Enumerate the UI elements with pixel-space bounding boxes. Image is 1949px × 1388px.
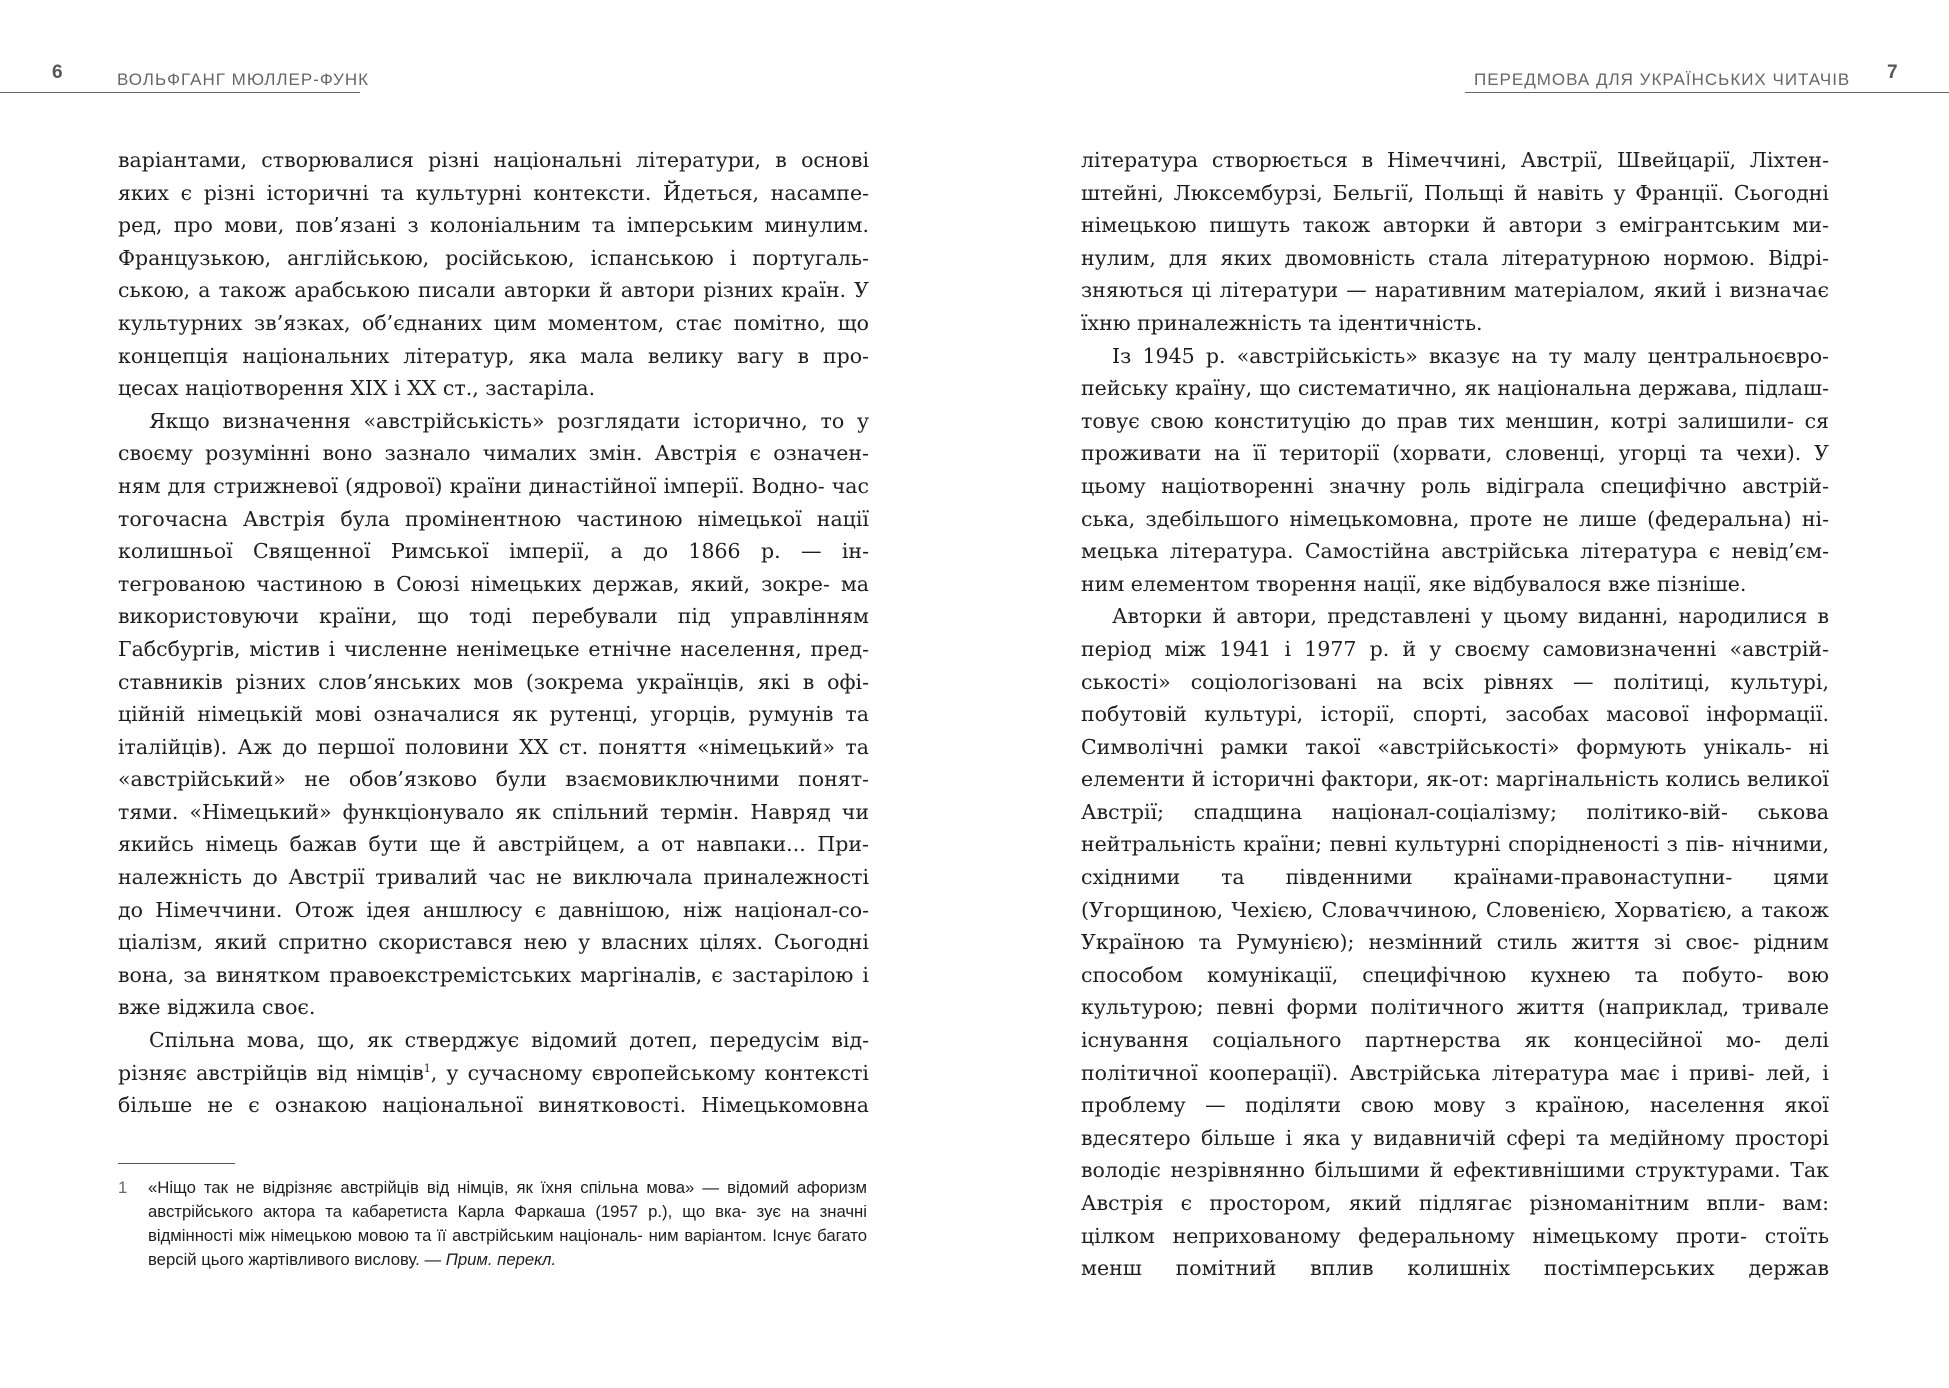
header-rule-right: [1465, 92, 1949, 93]
text-line: ськова нейтральність країни; певні культурні спорідненості з пів-: [1081, 799, 1829, 857]
text-line: вою культурою; певні форми політичного життя (наприклад,: [1081, 962, 1829, 1020]
footnote-number: 1: [118, 1178, 128, 1197]
text-line: Так Австрія є простором, який підлягає різноманітним впли-: [1081, 1158, 1829, 1215]
text-line: цесах націотворення XIX і XX ст., застаріла.: [118, 376, 596, 401]
text-line: належність до Австрії тривалий час не виключала приналежності: [118, 865, 869, 890]
text-line: У культурних зв’язках, об’єднаних цим моментом, стає помітно,: [118, 278, 869, 335]
text-line: тями. «Німецький» функціонувало як спільний термін. Навряд чи: [118, 799, 869, 824]
header-rule-left: [0, 92, 360, 93]
text-line: якийсь німець бажав бути ще й австрійцем, а от навпаки... При-: [118, 832, 869, 857]
footnote-text: [148, 1176, 867, 1272]
text-line: ням для стрижневої (ядрової) країни династійної імперії. Водно-: [118, 473, 825, 498]
text-line: їхню приналежність та ідентичність.: [1081, 310, 1483, 335]
text-line: вдесятеро більше і яка у видавничій сфері та медійному просторі: [1081, 1125, 1829, 1150]
text-line: Символічні рамки такої «австрійськості» формують унікаль-: [1081, 734, 1792, 759]
text-line: «австрійський» не обов’язково були взаємовиключними понят-: [118, 767, 869, 792]
text-line: ськості» соціологізовані на всіх рівнях — політиці, культурі,: [1081, 669, 1829, 694]
text-line: ред, про мови, пов’язані з колоніальним та імперським минулим.: [118, 213, 869, 238]
text-line: У цьому націотворенні значну роль відіграла специфічно австрій-: [1081, 441, 1829, 498]
text-line: тривале існування соціального партнерства як концесійної мо-: [1081, 995, 1829, 1053]
text-line: великої Австрії; спадщина націонал-соціалізму; політико-вій-: [1081, 767, 1829, 824]
text-line: німецькою пишуть також авторки й автори з емігрантським ми-: [1081, 213, 1829, 238]
text-line: «Ніщо так не відрізняє австрійців від німців, як їхня спільна мова» — відомий: [148, 1178, 789, 1197]
text-line: Якщо визначення «австрійськість» розглядати історично, то: [149, 408, 845, 433]
text-line: більше не є ознакою національної винятковості. Німецькомовна: [118, 1093, 869, 1118]
text-line: нації колишньої Священної Римської імперії, а до 1866 р. — ін-: [118, 506, 869, 564]
text-line: цями (Угорщиною, Чехією, Словаччиною, Словенією, Хорватією,: [1081, 865, 1829, 922]
text-line: володіє незрівнянно більшими й ефективнішими структурами.: [1081, 1158, 1781, 1183]
text-line: ська, здебільшого німецькомовна, проте не лише (федеральна) ні-: [1081, 506, 1829, 531]
text-line: італійців). Аж до першої половини XX ст. поняття «німецький» та: [118, 734, 869, 759]
text-line: рідним способом комунікації, специфічною кухнею та побуто-: [1081, 930, 1829, 987]
text-line: в період між 1941 і 1977 р. й у своєму самовизначенні «австрій-: [1081, 604, 1829, 661]
text-line: зняються ці літератури — наративним матеріалом, який і визначає: [1081, 278, 1829, 303]
text-line: ма використовуючи країни, що тоді перебували під управлінням: [118, 571, 869, 629]
right-paragraph-1: [1081, 144, 1829, 340]
text-line: ською, а також арабською писали авторки й автори різних країн.: [118, 278, 847, 303]
text-line: яких є різні історичні та культурні контексти. Йдеться, насампе-: [118, 180, 869, 205]
text-line: ставників різних слов’янських мов (зокрема українців, які в офі-: [118, 669, 869, 694]
text-line: товує свою конституцію до прав тих меншин, котрі залишили-: [1081, 408, 1794, 433]
text-line: до Німеччини. Отож ідея аншлюсу є давнішою, ніж націонал-со-: [118, 897, 869, 922]
text-line: штейні, Люксембурзі, Бельгії, Польщі й навіть у Франції. Сьогодні: [1081, 180, 1829, 205]
text-line: ним варіантом. Існує багато версій цього жартівливого вислову. —: [148, 1226, 867, 1269]
running-head-right: ПЕРЕДМОВА ДЛЯ УКРАЇНСЬКИХ ЧИТАЧІВ: [1474, 70, 1851, 89]
text-line: тегрованою частиною в Союзі німецьких держав, який, зокре-: [118, 571, 830, 596]
left-paragraph-1: [118, 144, 869, 405]
running-head-left: ВОЛЬФГАНГ МЮЛЛЕР-ФУНК: [117, 70, 370, 89]
right-page: [975, 0, 1949, 1388]
left-paragraph-2: [118, 405, 869, 1024]
text-line: лей, і проблему — поділяти свою мову з країною, населення якої: [1081, 1060, 1829, 1118]
text-line: пейську країну, що систематично, як національна держава, підлаш-: [1081, 376, 1829, 401]
text-line: вона, за винятком правоекстремістських маргіналів, є застарілою: [118, 962, 854, 987]
text-line: зує на значні відмінності між німецькою мовою та її австрійським національ-: [148, 1202, 867, 1245]
text-line: Габсбургів, містив і численне ненімецьке етнічне населення, пред-: [118, 636, 869, 661]
text-line: нулим, для яких двомовність стала літературною нормою. Відрі-: [1081, 245, 1829, 270]
text-line: ціалізм, який спритно скористався нею у власних цілях. Сьогодні: [118, 930, 869, 955]
footnote-1: [118, 1176, 867, 1272]
translator-note: Прим. перекл.: [445, 1250, 557, 1269]
page-number-right: 7: [1887, 62, 1898, 83]
left-paragraph-3: [118, 1024, 869, 1122]
text-line: мецька література. Самостійна австрійська література є невід’єм-: [1081, 539, 1829, 564]
text-line: Спільна мова, що, як стверджує відомий дотеп, передусім від-: [149, 1028, 869, 1053]
text-line: варіантами, створювалися різні національні літератури, в основі: [118, 148, 869, 172]
text-line: ним елементом творення нації, яке відбувалося вже пізніше.: [1081, 571, 1747, 596]
right-paragraph-2: [1081, 340, 1829, 601]
text-line: стоїть менш помітний вплив колишніх постімперських держав: [1081, 1223, 1829, 1281]
left-body-text: [118, 144, 869, 1122]
text-line: у своєму розумінні воно зазнало чималих змін. Австрія є означен-: [118, 408, 869, 466]
right-body-text: [1081, 144, 1829, 1285]
text-line: ні елементи й історичні фактори, як-от: маргінальність колись: [1081, 734, 1829, 792]
text-line: і вже віджила своє.: [118, 962, 869, 1020]
text-line: час тогочасна Австрія була промінентною частиною німецької: [118, 473, 869, 531]
text-line: побутовій культурі, історії, спорті, засобах масової інформації.: [1081, 702, 1829, 727]
text-line: Із 1945 р. «австрійськість» вказує на ту малу центральноєвро-: [1112, 343, 1829, 368]
text-line: афоризм австрійського актора та кабаретиста Карла Фаркаша (1957 р.), що вка-: [148, 1178, 868, 1221]
text-line: різняє австрійців від німців: [118, 1060, 424, 1085]
text-line: а також Україною та Румунією); незмінний стиль життя зі своє-: [1081, 897, 1829, 955]
text-line: література створюється в Німеччині, Австрії, Швейцарії, Ліхтен-: [1081, 148, 1829, 172]
page-number-left: 6: [52, 62, 63, 83]
text-line: ся проживати на її території (хорвати, словенці, угорці та чехи).: [1081, 408, 1829, 466]
text-line: ційній німецькій мові означалися як рутенці, угорців, румунів та: [118, 702, 869, 727]
text-line: Авторки й автори, представлені у цьому виданні, народилися: [1112, 604, 1808, 629]
right-paragraph-3: [1081, 600, 1829, 1284]
footnote-ref-1[interactable]: 1: [423, 1061, 431, 1075]
text-line: , у сучасному європейському контексті: [430, 1060, 869, 1085]
text-line: нічними, східними та південними країнами-правонаступни-: [1081, 832, 1829, 890]
text-line: делі політичної кооперації). Австрійська література має і приві-: [1081, 1028, 1829, 1085]
text-line: вам: цілком неприхованому федеральному німецькому проти-: [1081, 1191, 1829, 1248]
left-page: [0, 0, 974, 1388]
footnote-rule: [118, 1163, 235, 1164]
text-line: Французькою, англійською, російською, іспанською і португаль-: [118, 245, 869, 270]
text-line: що концепція національних літератур, яка мала велику вагу в про-: [118, 310, 869, 368]
